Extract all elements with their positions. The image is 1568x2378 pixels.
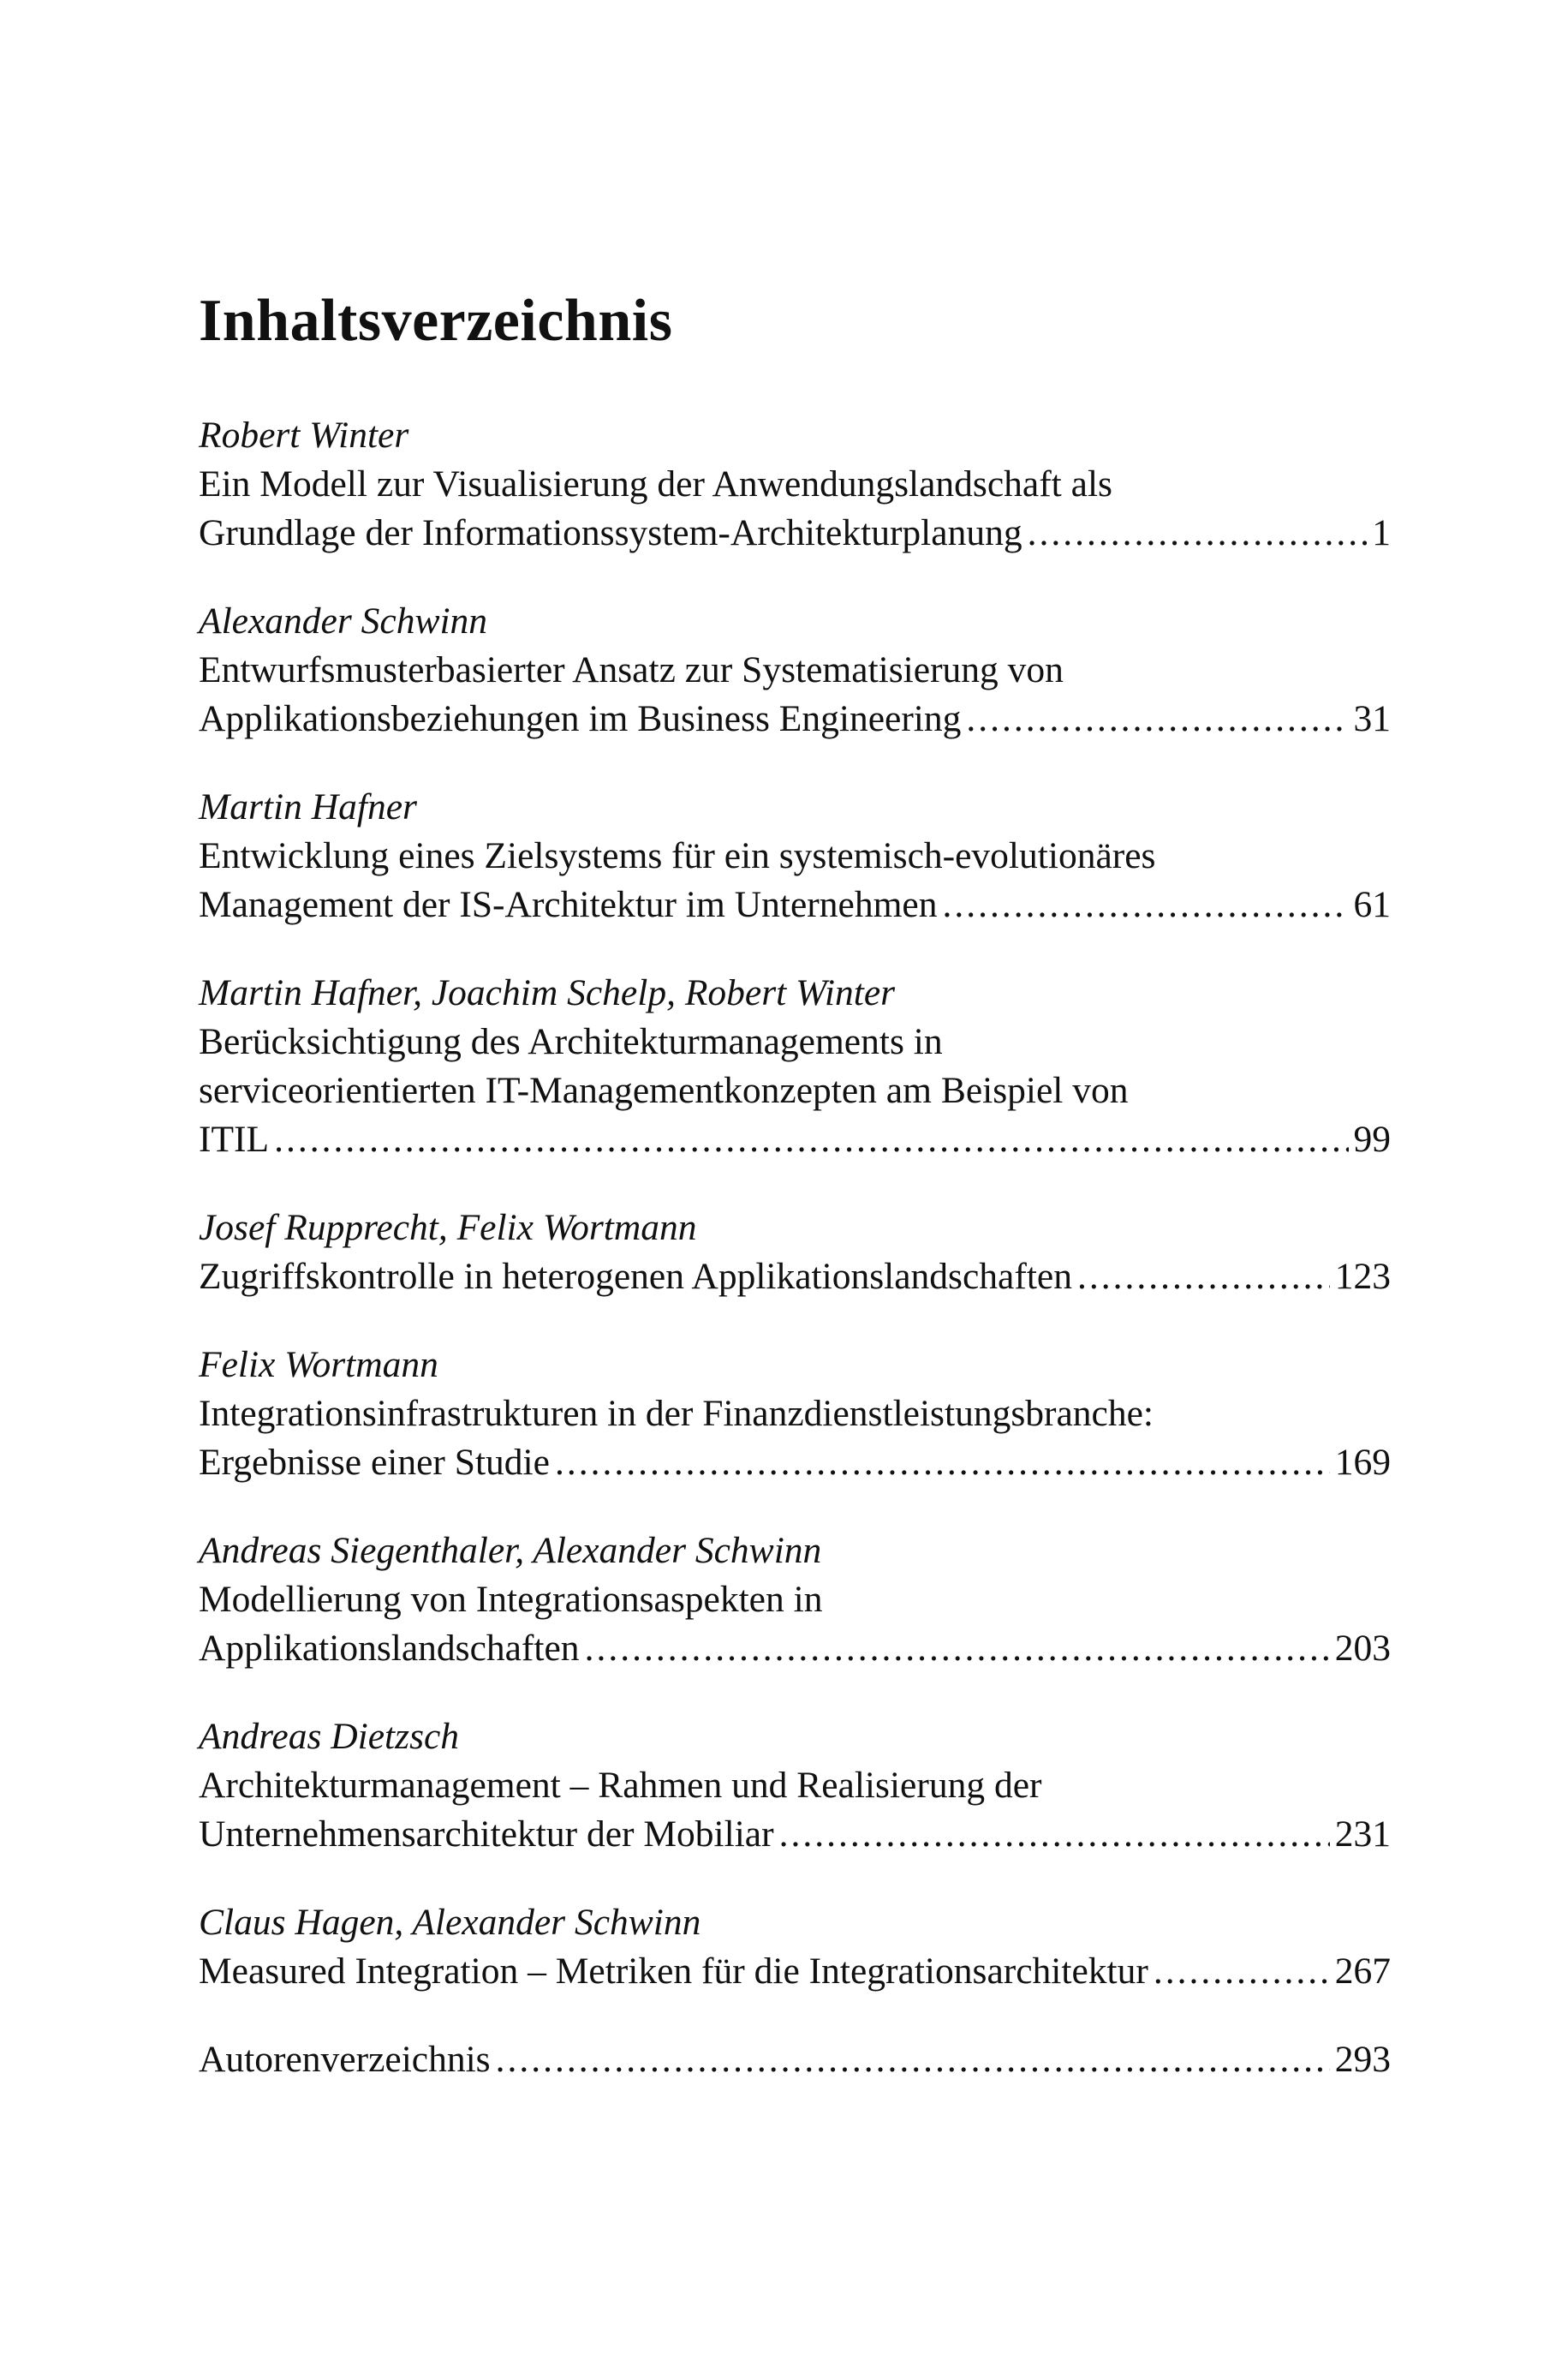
page-number: 99 bbox=[1353, 1119, 1391, 1160]
entry-title-last-line[interactable] bbox=[199, 1115, 1391, 1164]
entry-authors: Robert Winter bbox=[199, 415, 409, 456]
entry-title-line: Entwicklung eines Zielsystems für ein systemisch-evolutionäres bbox=[199, 835, 1156, 876]
toc-page bbox=[199, 288, 1391, 2124]
entry-authors: Claus Hagen, Alexander Schwinn bbox=[199, 1902, 701, 1943]
entry-authors: Felix Wortmann bbox=[199, 1344, 438, 1385]
toc-entry bbox=[199, 1341, 1391, 1487]
page-number: 231 bbox=[1334, 1813, 1391, 1855]
toc-entry bbox=[199, 411, 1391, 558]
entry-authors: Andreas Dietzsch bbox=[199, 1716, 460, 1757]
entry-title-last-line[interactable] bbox=[199, 1438, 1391, 1487]
entry-title-last-line[interactable] bbox=[199, 695, 1391, 744]
entry-title-text: Autorenverzeichnis bbox=[199, 2039, 491, 2080]
entry-title-line: serviceorientierten IT-Managementkonzepten am Beispiel von bbox=[199, 1070, 1129, 1111]
entry-title-last-line[interactable] bbox=[199, 1947, 1391, 1996]
entry-title-last-line[interactable] bbox=[199, 1624, 1391, 1673]
leader-dots bbox=[585, 1624, 1330, 1673]
entry-title-last-line[interactable] bbox=[199, 509, 1391, 558]
entry-title-last-line[interactable] bbox=[199, 1810, 1391, 1859]
entry-authors: Andreas Siegenthaler, Alexander Schwinn bbox=[199, 1530, 822, 1571]
entry-authors: Josef Rupprecht, Felix Wortmann bbox=[199, 1207, 697, 1248]
leader-dots bbox=[555, 1438, 1330, 1487]
leader-dots bbox=[274, 1115, 1348, 1164]
entry-title-text: Applikationsbeziehungen im Business Engineering bbox=[199, 698, 962, 739]
page-number: 203 bbox=[1334, 1628, 1391, 1669]
page-title: Inhaltsverzeichnis bbox=[199, 288, 673, 354]
entry-title-text: Applikationslandschaften bbox=[199, 1628, 580, 1669]
entry-title-text: Management der IS-Architektur im Unternehmen bbox=[199, 884, 938, 925]
toc-entry-autorenverzeichnis bbox=[199, 2035, 1391, 2084]
page-number: 61 bbox=[1353, 884, 1391, 925]
entry-authors: Alexander Schwinn bbox=[199, 600, 488, 642]
toc-entry bbox=[199, 597, 1391, 744]
entry-title-last-line[interactable] bbox=[199, 2035, 1391, 2084]
entry-title-text: Ergebnisse einer Studie bbox=[199, 1442, 550, 1483]
entry-authors: Martin Hafner, Joachim Schelp, Robert Winter bbox=[199, 972, 896, 1013]
page-number: 169 bbox=[1334, 1442, 1391, 1483]
leader-dots bbox=[1077, 1252, 1330, 1301]
entry-authors: Martin Hafner bbox=[199, 786, 417, 828]
toc-entry bbox=[199, 783, 1391, 929]
page-number: 31 bbox=[1353, 698, 1391, 739]
page-number: 123 bbox=[1334, 1256, 1391, 1297]
leader-dots bbox=[779, 1810, 1330, 1859]
entry-title-line: Integrationsinfrastrukturen in der Finanzdienstleistungsbranche: bbox=[199, 1393, 1154, 1434]
entry-title-text: Measured Integration – Metriken für die Integrationsarchitektur bbox=[199, 1951, 1148, 1992]
entry-title-text: Zugriffskontrolle in heterogenen Applikationslandschaften bbox=[199, 1256, 1072, 1297]
page-number: 267 bbox=[1334, 1951, 1391, 1992]
entry-title-line: Ein Modell zur Visualisierung der Anwendungslandschaft als bbox=[199, 463, 1112, 505]
entry-title-last-line[interactable] bbox=[199, 1252, 1391, 1301]
leader-dots bbox=[1028, 509, 1368, 558]
entry-title-text: Unternehmensarchitektur der Mobiliar bbox=[199, 1813, 774, 1855]
toc-entry bbox=[199, 1898, 1391, 1996]
entry-title-line: Modellierung von Integrationsaspekten in bbox=[199, 1579, 823, 1620]
entry-title-text: ITIL bbox=[199, 1119, 270, 1160]
toc-entry bbox=[199, 1527, 1391, 1673]
toc-entry bbox=[199, 969, 1391, 1164]
page-number: 293 bbox=[1334, 2039, 1391, 2080]
leader-dots bbox=[942, 881, 1348, 929]
leader-dots bbox=[1154, 1947, 1330, 1996]
entry-title-last-line[interactable] bbox=[199, 881, 1391, 929]
entry-title-line: Architekturmanagement – Rahmen und Realisierung der bbox=[199, 1765, 1042, 1806]
toc-entry bbox=[199, 1712, 1391, 1859]
table-of-contents bbox=[199, 411, 1391, 2084]
leader-dots bbox=[496, 2035, 1330, 2084]
page-number: 1 bbox=[1372, 512, 1391, 553]
entry-title-line: Entwurfsmusterbasierter Ansatz zur Systematisierung von bbox=[199, 649, 1064, 690]
entry-title-line: Berücksichtigung des Architekturmanagements in bbox=[199, 1021, 943, 1062]
entry-title-text: Grundlage der Informationssystem-Architekturplanung bbox=[199, 512, 1022, 553]
toc-entry bbox=[199, 1204, 1391, 1301]
leader-dots bbox=[966, 695, 1348, 744]
